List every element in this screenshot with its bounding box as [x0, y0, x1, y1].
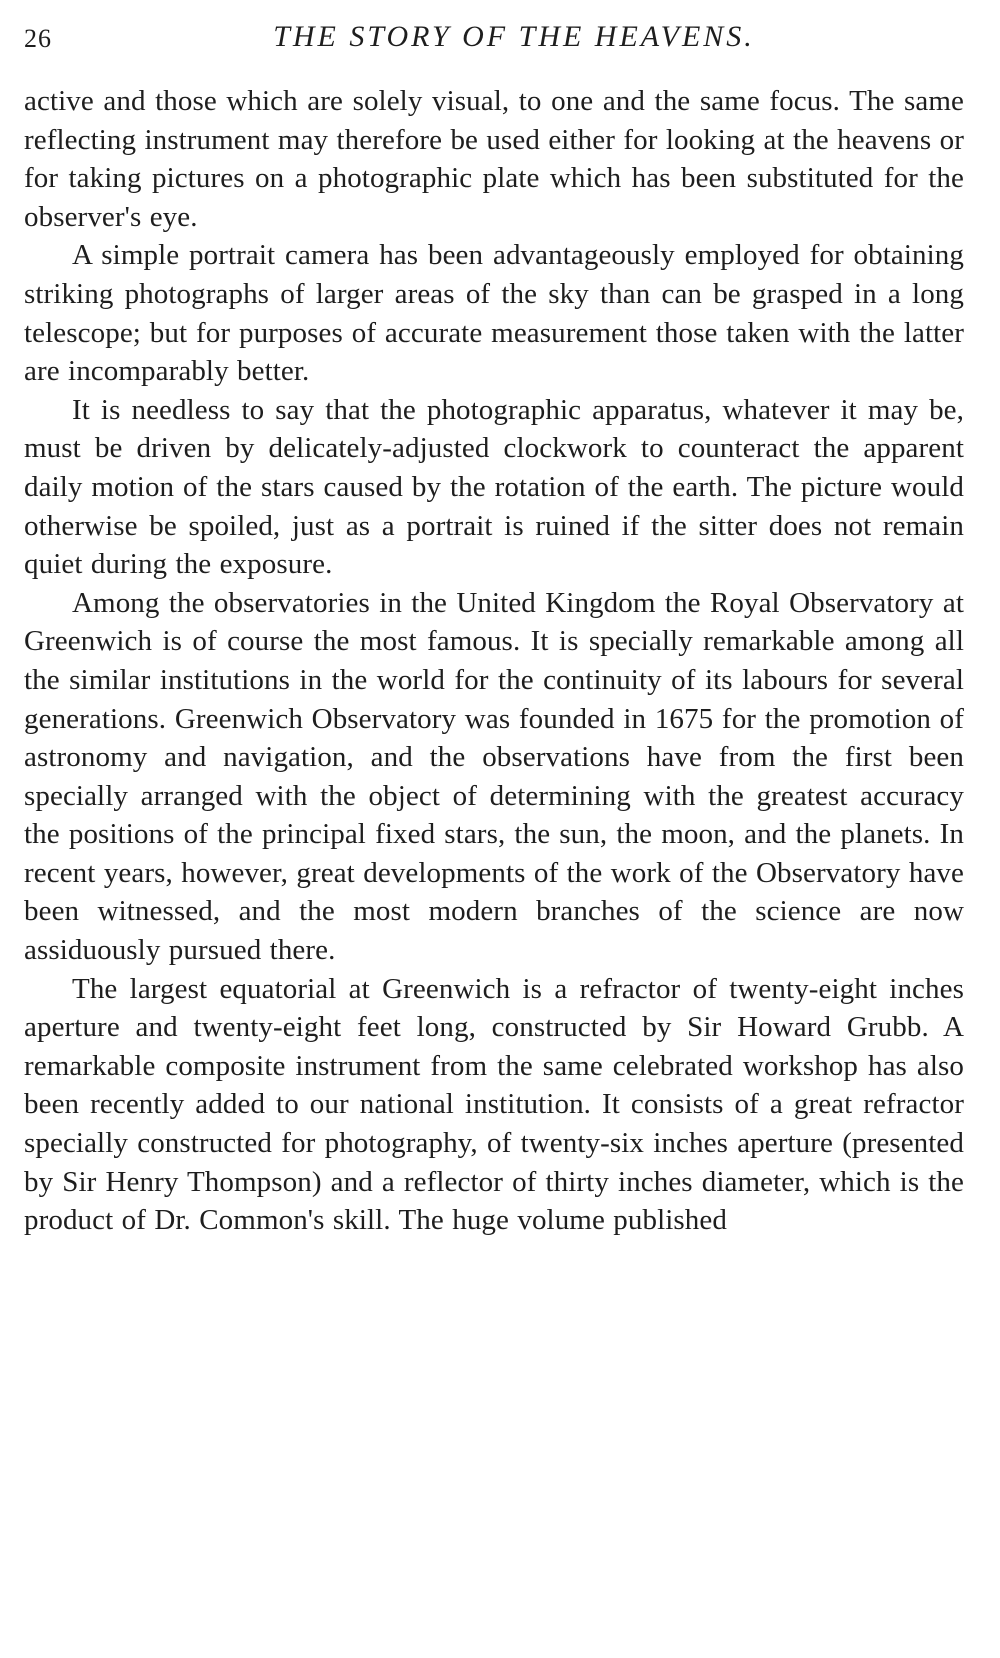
page-number: 26 — [24, 24, 52, 53]
paragraph-greenwich-equatorial: The largest equatorial at Greenwich is a refractor of twenty-eight inches aperture and twenty-eight feet long, constructed by Sir Howard Grubb. A remarkable composite instrument from the same celebrated workshop has also been recently added to our national institution. It consists of a great refractor specially constructed for photography, of twenty-six inches aperture (presented by Sir Henry Thompson) and a reflector of thirty inches diameter, which is the product of Dr. Common's skill. The huge volume published — [24, 972, 964, 1237]
paragraph-portrait-camera: A simple portrait camera has been advantageously employed for obtaining striking photographs of larger areas of the sky than can be grasped in a long telescope; but for purposes of accurate measurement those taken with the latter are incomparably better. — [24, 239, 964, 388]
running-head — [24, 14, 964, 64]
body-text — [24, 82, 964, 1240]
paragraph-clockwork: It is needless to say that the photographic apparatus, whatever it may be, must be driven by delicately-adjusted clockwork to counteract the apparent daily motion of the stars caused by the rotation of the earth. The picture would otherwise be spoiled, just as a portrait is ruined if the sitter does not remain quiet during the exposure. — [24, 393, 964, 581]
paragraph-greenwich-observatory: Among the observatories in the United Kingdom the Royal Observatory at Greenwich is of course the most famous. It is specially remarkable among all the similar institutions in the world for the continuity of its labours for several generations. Greenwich Observatory was founded in 1675 for the promotion of astronomy and navigation, and the observations have from the first been specially arranged with the object of determining with the greatest accuracy the positions of the principal fixed stars, the sun, the moon, and the planets. In recent years, however, great developments of the work of the Observatory have been witnessed, and the most modern branches of the science are now assiduously pursued there. — [24, 586, 964, 967]
running-title: THE STORY OF THE HEAVENS. — [273, 20, 755, 53]
paragraph-continued: active and those which are solely visual, to one and the same focus. The same reflecting instrument may therefore be used either for looking at the heavens or for taking pictures on a photographic plate which has been substituted for the observer's eye. — [24, 85, 964, 233]
